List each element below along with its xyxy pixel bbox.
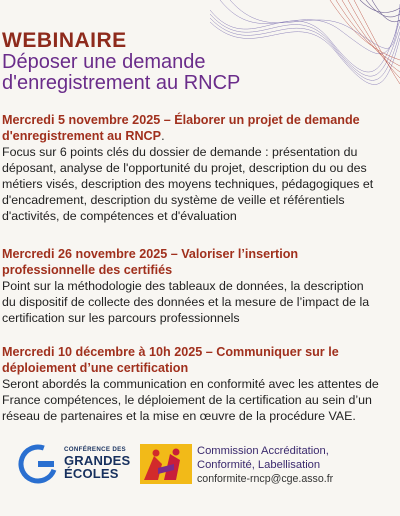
session-2-date: Mercredi 26 novembre 2025: [2, 247, 168, 261]
session-1-title-b: d'enregistrement au RNCP: [2, 129, 162, 143]
cge-logo-text: [64, 446, 138, 480]
title-line-2: d'enregistrement au RNCP: [2, 72, 241, 94]
session-1-heading: [2, 112, 398, 144]
commission-email-link[interactable]: conformite-rncp@cge.asso.fr: [197, 473, 334, 485]
headline: [2, 30, 398, 94]
body-line: Point sur la méthodologie des tableaux de données, la description: [2, 279, 364, 293]
footer: [0, 440, 400, 490]
cge-logo-icon: [18, 444, 58, 484]
commission-line-1: Commission Accréditation,: [197, 445, 329, 457]
cge-small-text: CONFÉRENCE DES: [64, 446, 126, 453]
session-3-title-a: – Communiquer sur le: [202, 345, 339, 359]
session-2: [2, 246, 398, 326]
body-line: réseau de partenaires et la mise en œuvre de la procédure VAE.: [2, 409, 356, 423]
session-1: [2, 112, 398, 224]
session-2-heading: [2, 246, 398, 278]
session-3-date: Mercredi 10 décembre à 10h 2025: [2, 345, 203, 359]
session-3-body: [2, 376, 398, 424]
body-line: Focus sur 6 points clés du dossier de demande : présentation du: [2, 145, 358, 159]
title-line-1: Déposer une demande: [2, 51, 206, 73]
body-line: d'activités, de compétences et d'évaluation: [2, 209, 237, 223]
session-2-title-a: – Valoriser l’insertion: [167, 247, 299, 261]
session-2-body: [2, 278, 398, 326]
body-line: déposant, analyse de l'opportunité du projet, description du ou des: [2, 161, 367, 175]
body-line: du dispositif de collecte des données et la mesure de l’impact de la: [2, 295, 370, 309]
session-2-title-b: professionnelle des certifiés: [2, 263, 173, 277]
commission-text: [197, 444, 397, 486]
webinar-tag: WEBINAIRE: [2, 29, 127, 52]
commission-logo-icon: [140, 444, 192, 484]
body-line: métiers visés, description des moyens techniques, pédagogiques et: [2, 177, 374, 191]
session-3: [2, 344, 398, 424]
body-line: Seront abordés la communication en conformité avec les attentes de: [2, 377, 379, 391]
body-line: certification sur les parcours professionnels: [2, 311, 240, 325]
session-3-title-b: déploiement d’une certification: [2, 361, 189, 375]
body-line: France compétences, le déploiement de la certification au sein d’un: [2, 393, 372, 407]
session-1-title-end: .: [161, 129, 165, 143]
cge-line-2: ÉCOLES: [64, 466, 119, 481]
cge-line-1: GRANDES: [64, 453, 131, 468]
commission-line-2: Conformité, Labellisation: [197, 459, 321, 471]
session-1-title-a: – Élaborer un projet de demande: [160, 113, 360, 127]
session-1-body: [2, 144, 398, 224]
session-3-heading: [2, 344, 398, 376]
body-line: d'encadrement, description du système de veille et référentiels: [2, 193, 345, 207]
session-1-date: Mercredi 5 novembre 2025: [2, 113, 161, 127]
